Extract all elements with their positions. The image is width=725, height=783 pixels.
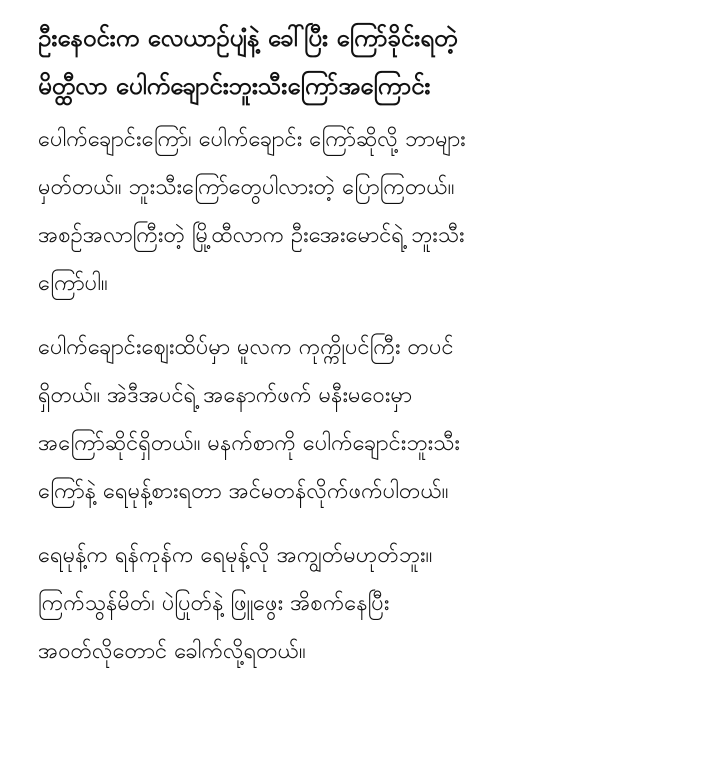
paragraph-line: ရှိတယ်။ အဲဒီအပင်ရဲ့ အနောက်ဖက် မနီးမဝေးမှာ xyxy=(38,383,413,408)
paragraph-line: မှတ်တယ်။ ဘူးသီးကြော်တွေပါလားတဲ့ ပြောကြတယ်။ xyxy=(38,175,455,200)
paragraph-line: ပေါက်ချောင်းဈေးထိပ်မှာ မူလက ကုက္ကိုပင်ကြီး တပင် xyxy=(38,335,454,360)
article xyxy=(38,14,698,692)
paragraph-3 xyxy=(38,532,698,676)
paragraph-line: အစဉ်အလာကြီးတဲ့ မြို့ထီလာက ဦးအေးမောင်ရဲ့ ဘူးသီး xyxy=(38,223,465,248)
paragraph-line: အကြော်ဆိုင်ရှိတယ်။ မနက်စာကို ပေါက်ချောင်းဘူးသီး xyxy=(38,431,461,456)
paragraph-line: ကြော်နဲ့ ရေမုန့်စားရတာ အင်မတန်လိုက်ဖက်ပါတယ်။ xyxy=(38,479,449,504)
paragraph-line: အဝတ်လိုတောင် ခေါက်လို့ရတယ်။ xyxy=(38,639,306,664)
paragraph-line: ကြက်သွန်မိတ်၊ ပဲပြုတ်နဲ့ ဖြူဖွေး အိစက်နေပြီး xyxy=(38,591,390,616)
paragraph-1 xyxy=(38,116,698,308)
paragraph-line: ရေမုန့်က ရန်ကုန်က ရေမုန့်လို အကျွတ်မဟုတ်ဘူး။ xyxy=(38,543,433,568)
paragraph-line: ပေါက်ချောင်းကြော်၊ ပေါက်ချောင်း ကြော်ဆိုလို့ ဘာများ xyxy=(38,127,466,152)
title-line: မိတ္ထီလာ ပေါက်ချောင်းဘူးသီးကြော်အကြောင်း xyxy=(38,72,431,100)
paragraph-2 xyxy=(38,324,698,516)
article-title xyxy=(38,14,698,110)
paragraph-line: ကြော်ပါ။ xyxy=(38,271,108,296)
title-line: ဦးနေဝင်းက လေယာဉ်ပျံနဲ့ ခေါ်ပြီး ကြော်ခိုင်းရတဲ့ xyxy=(38,24,458,52)
